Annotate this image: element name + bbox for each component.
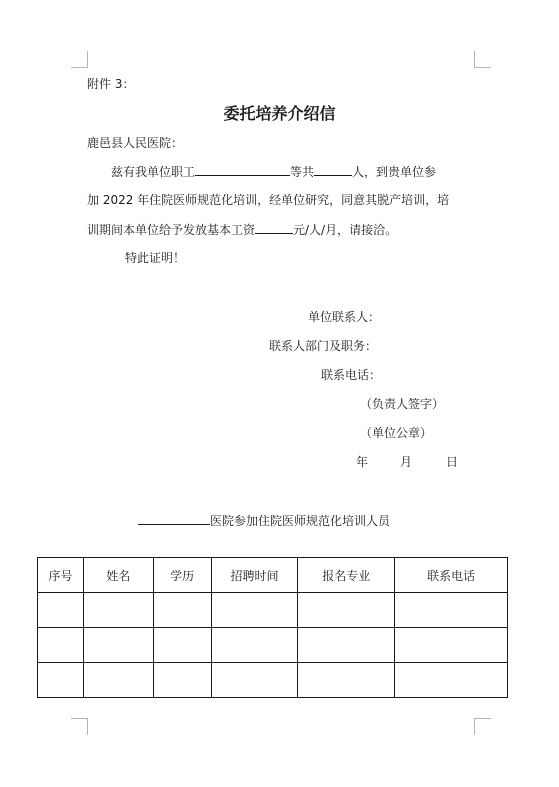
table-cell — [38, 593, 84, 628]
column-header-specialty: 报名专业 — [298, 558, 395, 593]
table-cell — [298, 663, 395, 698]
page-corner-mark-top-right — [474, 51, 491, 68]
body-line-1-part-a: 兹有我单位职工 — [111, 165, 196, 179]
table-cell — [298, 593, 395, 628]
table-cell — [211, 663, 298, 698]
date-year-label: 年 — [356, 455, 369, 469]
table-cell — [395, 628, 508, 663]
certification-statement: 特此证明！ — [125, 251, 186, 265]
table-header-row — [38, 558, 508, 593]
trainee-roster-table — [37, 557, 508, 698]
date-month-label: 月 — [400, 455, 413, 469]
department-position-label: 联系人部门及职务： — [269, 339, 378, 353]
body-line-2: 加 2022 年住院医师规范化培训，经单位研究，同意其脱产培训，培 — [87, 193, 450, 207]
table-cell — [153, 593, 211, 628]
column-header-index: 序号 — [38, 558, 84, 593]
document-title: 委托培养介绍信 — [223, 104, 336, 123]
employee-name-blank — [195, 162, 290, 176]
table-cell — [298, 628, 395, 663]
page-corner-mark-top-left — [71, 51, 88, 68]
column-header-name: 姓名 — [83, 558, 153, 593]
date-day-label: 日 — [446, 455, 459, 469]
table-cell — [38, 628, 84, 663]
table-cell — [83, 663, 153, 698]
body-line-3 — [87, 220, 397, 238]
table-cell — [83, 628, 153, 663]
body-line-3-part-a: 训期间本单位给予发放基本工资 — [87, 223, 256, 237]
column-header-hire-date: 招聘时间 — [211, 558, 298, 593]
roster-heading — [138, 511, 390, 529]
table-cell — [395, 663, 508, 698]
leader-signature-label: （负责人签字） — [360, 397, 445, 411]
table-cell — [153, 663, 211, 698]
body-line-1-part-b: 等共 — [290, 165, 315, 179]
column-header-phone: 联系电话 — [395, 558, 508, 593]
body-line-1 — [111, 162, 436, 180]
body-line-1-part-c: 人，到贵单位参 — [352, 165, 437, 179]
table-cell — [395, 593, 508, 628]
roster-title: 医院参加住院医师规范化培训人员 — [210, 514, 391, 528]
contact-phone-label: 联系电话： — [321, 368, 382, 382]
table-cell — [38, 663, 84, 698]
body-line-3-part-b: 元/人/月，请接洽。 — [293, 223, 398, 237]
table-row — [38, 663, 508, 698]
table-cell — [153, 628, 211, 663]
unit-seal-label: （单位公章） — [360, 426, 433, 440]
table-cell — [83, 593, 153, 628]
column-header-education: 学历 — [153, 558, 211, 593]
count-blank — [314, 162, 352, 176]
table-cell — [211, 593, 298, 628]
recipient: 鹿邑县人民医院： — [87, 136, 184, 150]
table-row — [38, 628, 508, 663]
contact-person-label: 单位联系人： — [308, 310, 381, 324]
table-row — [38, 593, 508, 628]
page-corner-mark-bottom-left — [71, 718, 88, 735]
hospital-name-blank — [138, 511, 210, 525]
attachment-label: 附件 3： — [87, 77, 135, 91]
page-corner-mark-bottom-right — [474, 718, 491, 735]
table-cell — [211, 628, 298, 663]
salary-blank — [255, 220, 293, 234]
